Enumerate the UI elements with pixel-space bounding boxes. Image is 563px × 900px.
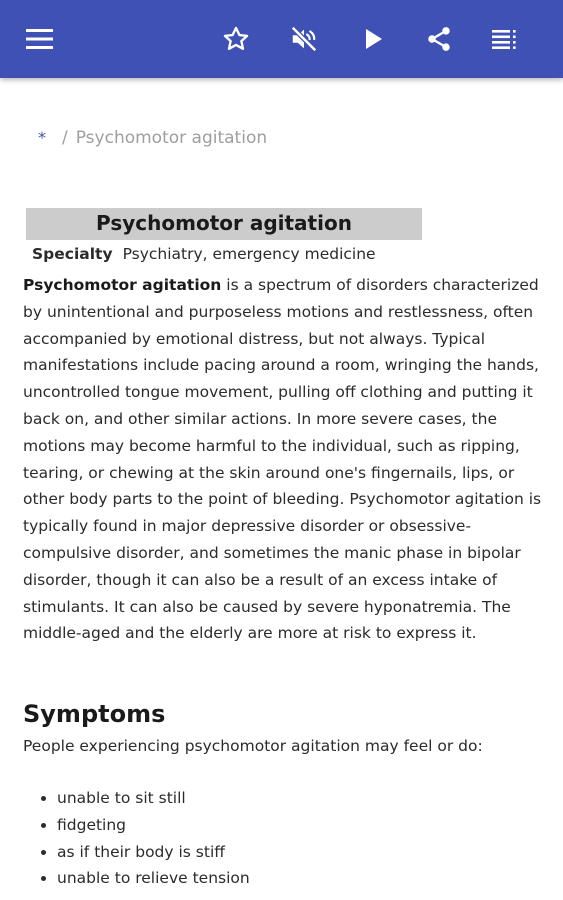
infobox-title: Psychomotor agitation [26, 208, 422, 240]
list-item: • unable to sit still [57, 785, 250, 812]
list-item: • fidgeting [57, 812, 250, 839]
lead-paragraph [23, 272, 543, 647]
app-bar [0, 0, 563, 78]
toc-icon[interactable] [488, 21, 524, 57]
infobox-specialty-row [32, 245, 376, 263]
article-body [23, 272, 543, 647]
breadcrumb-current: Psychomotor agitation [75, 128, 268, 148]
symptoms-intro: People experiencing psychomotor agitation may feel or do: [23, 737, 483, 755]
list-item: • as if their body is stiff [57, 839, 250, 866]
breadcrumb [38, 128, 267, 148]
share-icon[interactable] [421, 21, 457, 57]
symptoms-list [23, 785, 250, 892]
infobox-specialty-label: Specialty [32, 245, 113, 263]
infobox-specialty-value: Psychiatry, emergency medicine [122, 245, 376, 263]
lead-text: is a spectrum of disorders characterized by unintentional and purposeless motions and restlessness, often accompanied by emotional distress, but not always. Typical manifestations include pacing around a room, wringing the hands, uncontrolled tongue movement, pulling off clothing and putting it back on, and other similar actions. In more severe cases, the motions may become harmful to the individual, such as ripping, tearing, or chewing at the skin around one's fingernails, lips, or other body parts to the point of bleeding. Psychomotor agitation is typically found in major depressive disorder or obsessive-compulsive disorder, and sometimes the manic phase in bipolar disorder, though it can also be a result of an excess intake of stimulants. It can also be caused by severe hyponatremia. The middle-aged and the elderly are more at risk to express it. [23, 276, 542, 643]
volume-off-icon[interactable] [286, 21, 322, 57]
breadcrumb-home-link[interactable]: * [38, 128, 46, 147]
list-item: • unable to relieve tension [57, 865, 250, 892]
star-icon[interactable] [218, 21, 254, 57]
symptoms-heading: Symptoms [23, 700, 166, 728]
play-icon[interactable] [355, 21, 391, 57]
lead-bold-term: Psychomotor agitation [23, 276, 222, 294]
breadcrumb-separator: / [62, 128, 68, 148]
menu-icon[interactable] [22, 21, 58, 57]
